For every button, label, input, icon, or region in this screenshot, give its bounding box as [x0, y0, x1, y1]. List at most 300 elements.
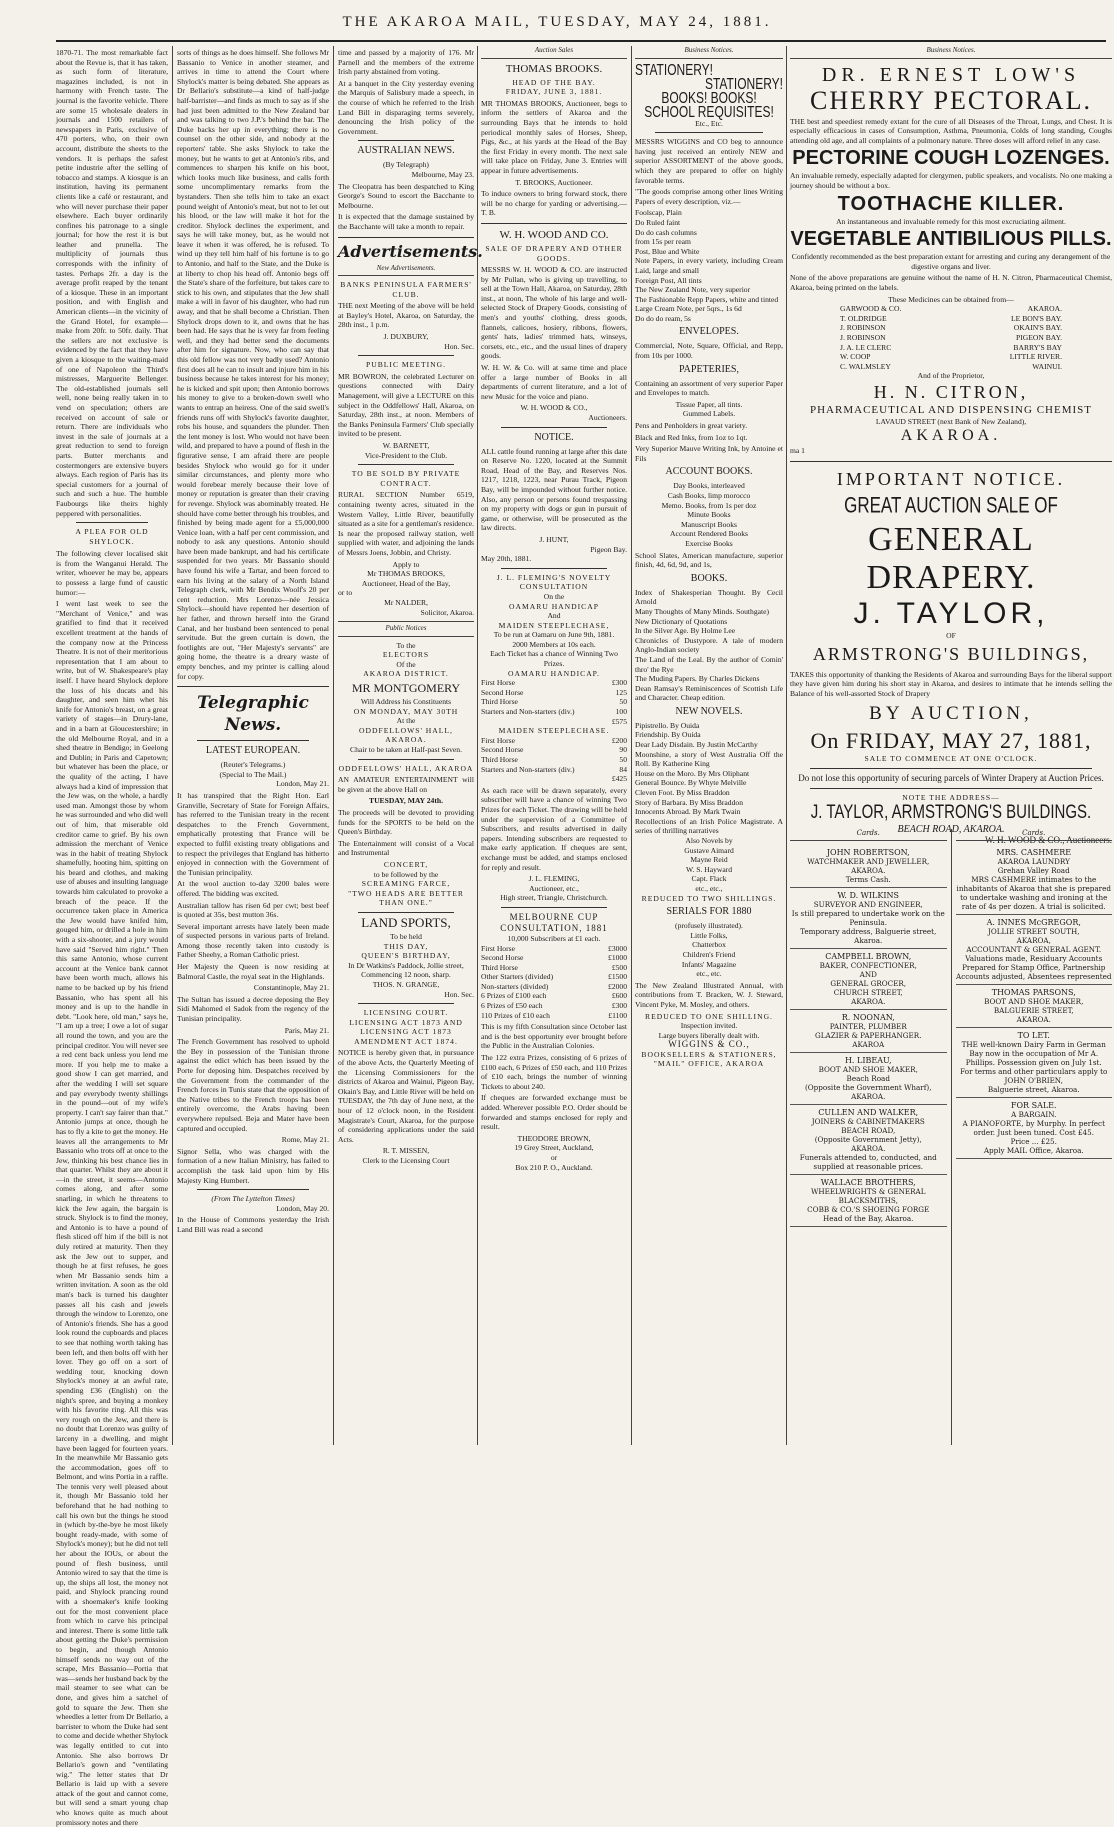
ad-text: to be followed by the: [373, 869, 439, 879]
ad-text: BEACH ROAD, AKAROA.: [897, 823, 1005, 835]
ad-text: Each Ticket has a chance of Winning Two Prizes.: [490, 649, 618, 669]
section-label: Cards.: [956, 829, 1113, 841]
ad-body: If cheques are forwarded exchange must be added. Wherever possible P.O. Order should be forwarded and stamps enclosed for reply and result.: [481, 1093, 627, 1132]
ad-signature: THOS. N. GRANGE,: [372, 979, 440, 989]
prize-row: [481, 953, 627, 963]
prize-row: [481, 1001, 627, 1011]
cards-column-b: [956, 829, 1113, 1445]
ad-body: MESSRS W. H. WOOD & CO. are instructed by Mr Pullan, who is giving up travelling, to sell at the Town Hall, Akaroa, on Saturday, 28th inst., at noon, The whole of his large and well-selected Stock of Drapery Goods, consisting of men's and youths' clothing, dress goods, flannels, calicoes, hosiery, ribbons, flowers, gents' hats, ladies' trimmed hats, winseys, corsets, etc., etc., and the usual lines of drapery goods.: [481, 265, 627, 361]
news-item: The Cleopatra has been despatched to King George's Sound to escort the Bacchante to Melbourne.: [338, 181, 474, 210]
agent-name: J. ROBINSON: [840, 332, 886, 342]
ad-title: VEGETABLE ANTIBILIOUS PILLS.: [790, 228, 1112, 251]
prize-row: [481, 765, 627, 775]
ad-text: And: [547, 611, 561, 621]
ad-title: J. L. FLEMING'S NOVELTY CONSULTATION: [496, 572, 612, 592]
ad-title: TO BE SOLD BY PRIVATE CONTRACT.: [351, 469, 461, 488]
list-item: from 15s per ream: [635, 237, 691, 247]
prize-label: First Horse: [481, 735, 515, 745]
card-line: GLAZIER & PAPERHANGER.: [815, 1031, 922, 1040]
agent-place: WAINUI.: [1032, 361, 1062, 371]
card-line: AKAROA: [852, 1040, 885, 1049]
ad-body: Confidently recommended as the best preparation extant for arresting and curing any derangement of the digestive organs and liver.: [791, 252, 1111, 271]
prize-row: [481, 688, 627, 698]
article-paris-journals: 1870-71. The most remarkable fact about the Revue is, that it has taken, as such form of literature, magazines included, is not in harmony with French taste. The journal is the favorite vehicle. There are some 15 wholesale dealers in journals and 1500 retailers of newspapers in Paris, exclusive of 470 porters, who, on their own account, distribute the sheets to the vendors. It is perhaps the safest petite industrie after the selling of tobacco and stamps. A kiosque is an institution, having its permanent clients like a café or restaurant, and who will never purchase their paper elsewhere. Each buyer ordinarily confines his patronage to a single journal; for how the rest it is but leather and prunella. The multiplicity of journals thus corresponds with the infinity of tastes. Perhaps 2fr. a day is the average profit reaped by the tenant of a kiosque. These in an important position, and with English and American clients—in the vicinity of the Grand Hotel, for example—make from 20fr. to 50fr. daily. That the sellers are not exclusive is evidenced by the fact that they have given a kiosque to the waiting-maid of one of Napoleon the Third's mistresses, Marguerite Bellenger. The old-established journals sell well, none being really taken in to vend on speculation; others are received on account of sale or return. There are individuals who invest in the sale of journals at a great reduction to send to foreign parts. Butter merchants and costermongers are extensive buyers always. Each region of Paris has its special customers for a journal of such and such a hue. The humble Faubourgs like theirs highly peppered with personalities.: [56, 48, 168, 518]
ad-text: AKAROA.: [900, 427, 1002, 445]
ad-text: REDUCED TO ONE SHILLING.: [645, 1011, 773, 1021]
list-item: Story of Barbara. By Miss Braddon: [635, 797, 743, 807]
prize-amount: 84: [619, 764, 627, 774]
masthead-rule: [56, 40, 1106, 42]
column-2: [177, 46, 329, 1445]
agent-row: [840, 314, 1062, 324]
ad-role: Auctioneer, etc.,: [529, 883, 579, 893]
dateline: Constantinople, May 21.: [253, 983, 329, 993]
list-item: The Land of the Leal. By the author of Comin' thro' the Rye: [635, 654, 783, 674]
ad-text: Also Novels by: [685, 836, 733, 845]
dateline: London, May 20.: [276, 1203, 329, 1213]
prize-label: Starters and Non-starters (div.): [481, 707, 575, 717]
prize-label: Starters and Non-starters (div.): [481, 764, 575, 774]
list-item: Infants' Magazine: [681, 959, 737, 969]
ad-role: Hon. Sec.: [444, 341, 474, 351]
article-shylock-body: I went last week to see the "Merchant of Venice," and was gratified to find that it received excellent treatment at the hands of the company now at the Princess Theatre. It is not of their meritorious representation that I am about to write, but of W. Shakespeare's play itself. I have heard Shylock deplore the loss of his ducats and his daughter, and seen him whet his knife for Antonio's breast, on a great variety of stages—in Drury-lane, and in a barn at Gloucestershire; in the old Melbourne Royal, and in a shed theatre in Bendigo; in Geelong and Dublin; in Paris and Capetown; but whatever has been the place, or the quality of the acting, I have always had a kind of impression that the Jew was, on the whole, a hardly used man. Amongst those by whom he was surrounded and who did well out of him, that miserable old creditor came to grief. By his own admission the merchant of Venice was in the habit of treating Shylock shamefully, hooting him, spitting on his beard and clothes, and making use of abuses and insulting language towards him calculated to provoke a breach of the peace. If the occurrence taken place in America the Jew would have knifed him, gouged him, or drilled a hole in him with a six-shooter, and a jury would have said "Served him right." Then this same Antonio, whose current account at the Venice bank cannot have been worth much, allows his name to be backed up by his friend Bassanio, who has spent all his money and is up to the handle in debt. "Look here, old man," says he, "I am up a tree; I owe a lot of sugar all round the town, and you are the principal creditor. You will never see a red cent back unless you lend me more. If you help me to make a good show I can get married, and after the wedding I will set square and pay everybody twenty shillings in the pound—out of my wife's property. I can't say fairer than that." Antonio jumps at once, though he has to fly a kite to get the money. He leaves all the arrangements to Mr Bassanio who trots off at once to the Jew, thinking his best chance lies in that quarter. Whilst they are about it—in the street, it seems—Antonio comes along, and after some snarling, in which he threatens to kick the Jew again, the bargain is struck. Shylock is to find the money, and Antonio is to have a pound of flesh sliced off him if the bill is not duly retired at maturity. Then they ask the Jew out to supper, and though he at first refuses, he goes when Mr Bassanio sends him a written invitation. A soon as the old man's back is turned his daughter passes all his cash and jewels through the window to Lorenzo, one of Antonio's friends. She has a good look round the cupboards and places to see that nothing worth taking has been left, and then bolts off with her lover. They go off on a sort of wedding tour, knocking down Shylock's money at an awful rate, spending £36 (English) on the night's spree, and buying a monkey with his favorite ring. All this was very rough on the Jew, and there is no doubt that Lorenzo was guilty of larceny in a dwelling, and might have been lagged for fourteen years. In the meanwhile Mr Bassanio gets the accommodation, goes off to Belmont, and wins Portia in a raffle. The tennis very well pleased about it, though Mr Bassanio told her beforehand that he had nothing to call his own but the things he stood in (which by-the-bye he most likely bought ready-made, with some of Shylock's money); but he did not tell her about the IOUs, or about the pound of flesh business, until Antonio wired to say that the time is up, the ships all lost, the money not paid, and Shylock prancing round with a shoemaker's knife looking out for the most convenient place from which to carve his principal and interest. There is some little talk about getting the Duke's permission to begin, and though Antonio himself sends no way out of the scrape, Mrs Bassanio—Portia that was—sends her husband back by the mail steamer to see what can be done, and gives him a satchel of gold to square the Jew. Then she wheedles a letter from Dr Bellario, a barrister to whom the Duke had sent to come and decide whether Shylock was legally entitled to cut into Antonio. She also borrows Dr Bellario's gown and "ventilating wig." The letter states that Dr Bellario is laid up with a severe attack of the gout and cannot come, but will send a smart young chap who knows quite as much about promissory notes and there: [56, 599, 168, 1827]
ad-title: ODDFELLOWS' HALL, AKAROA: [338, 763, 474, 773]
ad-signature: H. N. CITRON,: [873, 381, 1029, 402]
column-5: [635, 46, 783, 1445]
ad-title: TOOTHACHE KILLER.: [837, 192, 1065, 215]
source-label: (From The Lyttelton Times): [211, 1194, 295, 1204]
section-label: Auction Sales: [481, 46, 627, 59]
agent-name: C. WALMSLEY: [840, 361, 891, 371]
card-name: R. NOONAN,: [841, 1013, 895, 1022]
prize-row: [481, 1011, 627, 1021]
prize-table: [481, 944, 627, 1021]
ad-title: W. H. WOOD AND CO.: [499, 228, 609, 241]
list-item: The Fashionable Repp Papers, white and tinted: [635, 294, 779, 304]
news-item: Several important arrests have lately been made of suspected persons in various parts of Ireland. Among those recently taken into custody is Father Sheehy, a Roman Catholic priest.: [177, 921, 329, 960]
list-item: Children's Friend: [682, 949, 736, 959]
card-name: THOMAS PARSONS,: [991, 988, 1076, 997]
ad-title: CHERRY PECTORAL.: [810, 85, 1092, 115]
prize-row: [481, 972, 627, 982]
list-item: General Bounce. By Whyte Melville: [635, 778, 747, 788]
card-line: ACCOUNTANT & GENERAL AGENT.: [966, 945, 1102, 954]
business-card: [790, 1175, 947, 1227]
ad-body: NOTICE is hereby given that, in pursuance of the above Acts, the Quarterly Meeting of the Licensing Commissioners for the districts of Akaroa and Wainui, Pigeon Bay, Okain's Bay, and Little River will be held on TUESDAY, the 7th day of June next, at the hour of 12 o'clock noon, in the Resident Magistrate's Court, Akaroa, for the purpose of considering applications under the said Acts.: [338, 1048, 474, 1144]
agent-row: [840, 304, 1062, 314]
card-line: Balguerie street, Akaroa.: [987, 1085, 1080, 1094]
ad-text: Mr NALDER,: [384, 597, 428, 607]
list-item: Pipistrello. By Ouida: [635, 720, 700, 730]
prize-table-heading: OAMARU HANDICAP.: [508, 668, 600, 678]
ad-signature: T. BROOKS, Auctioneer.: [515, 177, 593, 187]
prize-amount: £300: [611, 1001, 627, 1011]
ad-text: HEAD OF THE BAY.: [512, 77, 596, 87]
agent-row: [840, 323, 1062, 333]
agent-place: BARRY'S BAY: [1013, 342, 1062, 352]
ad-role: Vice-President to the Club.: [364, 450, 448, 460]
agent-place: AKAROA.: [1027, 304, 1062, 314]
ad-title: PECTORINE COUGH LOZENGES.: [792, 147, 1110, 170]
news-item: The Sultan has issued a decree deposing the Bey Sidi Mahomed el Sadok from the regency of the Tunisian principality.: [177, 994, 329, 1024]
column-rule: [333, 46, 334, 1445]
agent-place: PIGEON BAY.: [1016, 332, 1062, 342]
card-line: Funerals attended to, conducted, and supplied at reasonable prices.: [799, 1153, 937, 1171]
ad-text: "TWO HEADS ARE BETTER THAN ONE.": [348, 888, 464, 908]
prize-amount: £1100: [608, 1010, 627, 1020]
column-4: [481, 46, 627, 1445]
news-item: At a banquet in the City yesterday evening the Marquis of Salisbury made a speech, in the course of which he referred to the Irish Land Bill in disparaging terms severely, denouncing the Irish policy of the Government.: [338, 78, 474, 136]
divider: [358, 140, 454, 141]
prize-label: First Horse: [481, 678, 515, 688]
divider: [810, 788, 1092, 789]
column-3: [338, 46, 483, 1445]
ad-text: Apply to: [392, 559, 420, 569]
ad-text: Tissue Paper, all tints.: [675, 399, 743, 409]
ad-text: OAMARU HANDICAP: [509, 601, 599, 611]
telegraph-label: (By Telegraph): [383, 160, 429, 170]
ad-text: ELECTORS: [382, 650, 430, 660]
ad-text: Auctioneer, Head of the Bay,: [361, 578, 451, 588]
section-label: Business Notices.: [635, 46, 783, 59]
ad-text: LAVAUD STREET (next Bank of New Zealand),: [875, 416, 1027, 426]
ad-body: An invaluable remedy, especially adapted for clergymen, public speakers, and vocalists. No one making a journey should be without a box.: [790, 171, 1112, 190]
card-line: COBB & CO.'S SHOEING FORGE: [807, 1205, 930, 1214]
news-item: It is expected that the damage sustained by the Bacchante will take a month to repair.: [338, 212, 474, 231]
card-line: Price ... £25.: [1010, 1137, 1057, 1146]
ad-text: NOTE THE ADDRESS—: [902, 793, 1000, 803]
business-card: [956, 915, 1113, 985]
agent-name: GARWOOD & CO.: [840, 304, 902, 314]
card-name: MRS. CASHMERE: [996, 848, 1072, 857]
ad-signature: R. T. MISSEN,: [382, 1146, 430, 1156]
ad-signature: J. HUNT,: [539, 534, 569, 544]
masthead-title: THE AKAROA MAIL, TUESDAY, MAY 24, 1881.: [342, 14, 772, 30]
business-card: [790, 1010, 947, 1053]
ad-text: 10,000 Subscribers at £1 each.: [507, 933, 601, 943]
prize-label: Second Horse: [481, 953, 524, 963]
ad-body: The Entertainment will consist of a Vocal and Instrumental: [338, 838, 474, 858]
agent-row: [840, 362, 1062, 372]
dateline: Paris, May 21.: [284, 1025, 329, 1035]
divider: [810, 768, 1092, 769]
ad-text: "MAIL" OFFICE, AKAROA: [653, 1059, 765, 1069]
ad-text: or to: [338, 588, 353, 598]
list-item: Large Cream Note, per 5qrs., 1s 6d: [635, 304, 742, 314]
ad-text: Box 210 P. O., Auckland.: [515, 1162, 593, 1172]
business-card: [956, 1028, 1113, 1098]
ad-text: TUESDAY, MAY 24th.: [369, 796, 443, 806]
prize-amount: £600: [611, 991, 627, 1001]
list-item: Memo. Books, from 1s per doz: [661, 500, 757, 510]
business-card: [790, 1105, 947, 1175]
prize-label: Second Horse: [481, 745, 524, 755]
prize-row: [481, 697, 627, 707]
list-item: Many Thoughts of Many Minds. Southgate): [635, 606, 770, 616]
section-label: New Advertisements.: [338, 264, 474, 277]
prize-amount: 125: [615, 687, 627, 697]
books-list: [635, 588, 783, 703]
ad-text: Gummed Labels.: [682, 409, 736, 419]
article-shylock-intro: The following clever localised skit is from the Wanganui Herald. The writer, whoever he may be, appears to possess a large fund of caustic humor:—: [56, 549, 168, 597]
list-item: Cleven Foot. By Miss Braddon: [635, 788, 730, 798]
list-item: etc., etc.,: [695, 883, 723, 893]
prize-amount: £3000: [608, 943, 627, 953]
agent-place: LITTLE RIVER.: [1009, 352, 1062, 362]
list-item: Note Papers, in every variety, including Cream Laid, large and small: [635, 256, 783, 275]
list-item: Dean Ramsay's Reminiscences of Scottish Life and Character. Cheap edition.: [635, 683, 783, 703]
prize-amount: £2000: [608, 981, 627, 991]
card-line: AKAROA LAUNDRY: [997, 857, 1070, 866]
ad-body: ALL cattle found running at large after this date on Reserve No. 1220, located at the Summit Road, Head of the Bay, and Reserves Nos. 1217, 1218, 1223, near Purau Track, Pigeon Bay, will be impounded without further notice. Also, any person or persons found trespassing on my property with dogs or gun in pursuit of game, or otherwise, will be prosecuted as the law directs.: [481, 446, 627, 533]
ad-subheading: BOOKS.: [690, 572, 728, 584]
business-card: [790, 888, 947, 949]
ad-signature: W. BARNETT,: [382, 441, 430, 450]
card-line: BEACH ROAD,: [841, 1126, 896, 1135]
ad-title: PUBLIC MEETING.: [366, 360, 446, 370]
card-line: Is still prepared to undertake work on the Peninsula.: [791, 909, 945, 927]
divider: [358, 464, 454, 465]
list-item: Foreign Post, All tints: [635, 275, 702, 285]
column-1: [56, 46, 168, 1827]
heading-telegraphic-news: Telegraphic News.: [197, 693, 309, 736]
ad-text: School Slates, American manufacture, superior finish, 4d, 6d, 9d, and 1s,: [635, 550, 783, 570]
list-item: Chatterbox: [692, 940, 726, 950]
ad-signature: W. H. WOOD & CO.,: [520, 403, 588, 413]
ad-text: ODDFELLOWS' HALL,: [359, 725, 453, 735]
ad-text: Commencing 12 noon, sharp.: [361, 970, 451, 980]
ad-text: THIS DAY,: [383, 941, 429, 951]
prize-table: [481, 736, 627, 784]
ad-text: QUEEN'S BIRTHDAY,: [361, 951, 451, 961]
special-label: (Special to The Mail.): [219, 769, 287, 779]
ad-signature: J. DUXBURY,: [383, 332, 429, 342]
card-line: A BARGAIN.: [1011, 1110, 1057, 1119]
prize-amount: £1500: [608, 972, 627, 982]
business-card: [790, 949, 947, 1010]
ad-text: Black and Red Inks, from 1oz to 1qt.: [635, 432, 748, 442]
list-item: Recollections of an Irish Police Magistrate. A series of thrilling narratives: [635, 816, 783, 836]
cards-list: [956, 845, 1113, 1159]
card-line: THE well-known Dairy Farm in German Bay now in the occupation of Mr A. Phillips. Possession given on July 1st.: [961, 1040, 1106, 1067]
ad-subheading: ENVELOPES.: [679, 326, 739, 338]
card-line: Apply MAIL Office, Akaroa.: [983, 1146, 1084, 1155]
business-card: [956, 1098, 1113, 1159]
list-item: Do Ruled faint: [635, 217, 681, 227]
dateline: London, May 21.: [276, 779, 329, 789]
list-item: Index of Shakesperian Thought. By Cecil Arnold: [635, 587, 783, 607]
prize-amount: £1000: [608, 953, 627, 963]
column-rule: [786, 46, 787, 1445]
ad-text: May 20th, 1881.: [481, 554, 532, 564]
divider: [481, 223, 627, 224]
ad-title: MELBOURNE CUP CONSULTATION, 1881: [500, 911, 608, 933]
prize-amount: £200: [611, 735, 627, 745]
divider: [655, 132, 763, 133]
card-name: A. INNES McGREGOR,: [986, 918, 1081, 927]
business-card: [790, 845, 947, 888]
serials-list: [635, 931, 783, 979]
list-item: Dear Lady Disdain. By Justin McCarthy: [635, 740, 758, 750]
prize-label: Third Horse: [481, 962, 518, 972]
list-item: Exercise Books: [685, 538, 733, 548]
card-line: MRS CASHMERE intimates to the inhabitants of Akaroa that she is prepared to undertake washing and ironing at the rate of 4s per dozen. A trial is solicited.: [956, 875, 1111, 911]
prize-row: [481, 991, 627, 1001]
card-line: Temporary address, Balguerie street, Akaroa.: [800, 927, 937, 945]
list-item: Gustave Aimard: [684, 845, 734, 855]
divider: [501, 568, 607, 569]
card-line: BALGUERIE STREET,: [993, 1006, 1074, 1015]
prize-amount: 50: [619, 755, 627, 764]
list-item: New Dictionary of Quotations: [635, 616, 728, 626]
prize-label: Second Horse: [481, 687, 524, 697]
ad-title: SCHOOL REQUISITES!: [644, 102, 774, 121]
ad-title: IMPORTANT NOTICE.: [836, 469, 1066, 490]
ad-title: MR MONTGOMERY: [351, 681, 461, 696]
list-item: Cash Books, limp morocco: [667, 491, 751, 500]
prize-row: [481, 755, 627, 765]
ad-text: OF: [946, 631, 956, 641]
ad-text: ma 1: [790, 446, 805, 456]
news-item: It has transpired that the Right Hon. Earl Granville, Secretary of State for Foreign Affairs, has referred to the Tunisian treaty in the recent despatches to the French Government, emphatically protesting that France will be expected to fulfil existing treaty obligations and to respect the privileges that England has hitherto enjoyed in connection with the Government of the Tunisian principality.: [177, 790, 329, 877]
ad-title: BOOKS! BOOKS!: [661, 88, 757, 107]
masthead: [0, 0, 1114, 44]
prize-amount: £425: [611, 774, 627, 784]
account-books-list: [635, 481, 783, 548]
dateline: Melbourne, May 23.: [411, 169, 474, 179]
business-card: [956, 845, 1113, 915]
agent-name: J. A. LE CLERC: [840, 342, 892, 352]
list-item: Foolscap, Plain: [635, 208, 682, 218]
ad-title: BANKS PENINSULA FARMERS' CLUB.: [340, 280, 472, 299]
ad-title: GENERAL DRAPERY.: [866, 521, 1036, 597]
ad-subheading: SERIALS FOR 1880: [666, 906, 752, 918]
card-line: AKAROA,: [1016, 936, 1051, 945]
section-label: Business Notices.: [790, 46, 1112, 59]
ad-text: CONCERT,: [383, 859, 429, 869]
news-item: In the House of Commons yesterday the Irish Land Bill was read a second: [177, 1215, 329, 1234]
prize-amount: £500: [611, 962, 627, 972]
list-item: Day Books, interleaved: [673, 481, 745, 491]
ad-text: High street, Triangle, Christchurch.: [500, 893, 608, 903]
prize-row: [481, 707, 627, 717]
ad-text: 2000 Members at 10s each.: [512, 639, 596, 649]
prize-row: [481, 963, 627, 973]
dateline: Rome, May 21.: [281, 1135, 329, 1145]
article-shylock-continued: sorts of things as he does himself. She follows Mr Bassanio to Venice in another steamer, and arrives in time to attend the Court where Shylock's matter is being debated. She appears as Dr Bellario's substitute—a kind of half-judge half-barrister—and finds as much to say as if she had just been admitted to the New Zealand bar and was talking to two J.P.'s behind the bar. The Duke backs her up in everything; there is no counsel on the other side, and nobody at the reporters' table. She asks Shylock to take the money, but he wants to get at Antonio's ribs, and commences to sharpen his knife on his boot, which looks much like business, and calls forth some uncomplimentary remarks from the bystanders. Then she tells him to take an exact pound weight of Antonio's meat, but not to let out his blood, or the law will make it hot for the creditor. Shylock declines the experiment, and says he will take money, but, as he would not leave it when it was offered, he is refused. To wind up they tell him half of his fortune is to go to Antonio, and half to the State, and the Duke is at liberty to chop his head off. Antonio begs off the State's share of the forfeiture, but takes care to stick to his own, and stipulates that the Jew shall make a will in favor of his daughter, who had run away, and that he shall become a Christian. Then Shylock drops down to it, and owns that he has been had. He says that he is very far from feeling well, and they had better send the documents after him for signature. Now, who can say that this old fellow was not very badly used? Antonio first does all he can to insult and injure him in his business because he takes interest for his money; he is kicked and spit upon; then Antonio borrows his money to give to a broken-down swell who wants to entrap an heiress. One of the said swell's friends runs off with Shylock's favorite daughter, robs his house, and squanders the plunder. Then the lent money is lost. Who would not have been wild, and prepared to have a pound of flesh in the figurative sense, I am afraid there are people besides Shylock who would go for it under similar circumstances, and plenty more who would forebear merely because their love of money or reputation is greater than their craving for revenge. Shylock was abominably treated. He should have come better through his troubles, and finished by being made agent for a £5,000,000 Venice loan, with a half per cent commission, and nobody to ask any questions. Antonio should have been made bankrupt, and had his certificate suspended for two years. Mr Bassanio should have found his wife a Tartar, and been forced to earn his living at the salary of a North Island Telegraph clerk, with Mr Bendix Woolf's 20 per cent reduction. Mrs Lorenzo—née Jessica Shylock—should have repented her desertion of her father, and thrown herself into the Grand Canal, and her husband been sentenced to penal servitude. But the green curtain is down, the footlights are out, "Her Majesty's servants" are going home, the theatre is a dreary waste of empty benches, and my printer is calling aloud for copy.: [177, 48, 329, 681]
ad-title: GREAT AUCTION SALE OF: [844, 493, 1058, 518]
card-name: W. D. WILKINS: [837, 891, 899, 900]
prize-amount: 50: [619, 697, 627, 707]
ad-text: Etc., Etc.: [695, 118, 723, 128]
business-card: [790, 1053, 947, 1105]
card-line: Terms Cash.: [845, 875, 891, 884]
divider: [501, 427, 607, 428]
ad-body: None of the above preparations are genuine without the name of H. N. Citron, Pharmaceutical Chemist, Akaroa, being printed on the labels.: [790, 273, 1112, 292]
list-item: Chronicles of Dustypore. A tale of modern Anglo-Indian society: [635, 635, 783, 655]
ad-text: AKAROA DISTRICT.: [363, 669, 449, 679]
card-name: FOR SALE.: [1010, 1101, 1057, 1110]
prize-row: [481, 944, 627, 954]
business-card: [956, 985, 1113, 1028]
list-item: Little Folks,: [690, 930, 728, 940]
list-item: Minute Books: [687, 510, 731, 520]
ad-subheading: PAPETERIES,: [679, 363, 739, 375]
ad-text: To be held: [390, 931, 422, 941]
ad-body: THE best and speediest remedy extant for the cure of all Diseases of the Throat, Lungs, and Chest. It is especially efficacious in cases of Consumption, Asthma, Pneumonia, Colds of long standing, Coughs attending old age, and all complaints of a pulmonary nature. Three doses will afford relief in any case.: [790, 116, 1112, 145]
list-item: Post, Blue and White: [635, 246, 700, 256]
ad-text: PHARMACEUTICAL AND DISPENSING CHEMIST: [810, 403, 1092, 416]
list-item: The New Zealand Note, very superior: [635, 285, 751, 295]
ad-signature: W. H. WOOD & CO., Auctioneers.: [985, 834, 1112, 845]
ad-text: Very Superior Mauve Writing Ink, by Antoine et Fils: [635, 444, 783, 463]
reuters-label: (Reuter's Telegrams.): [220, 760, 286, 770]
ad-body: W. H. W. & Co. will at same time and place offer a large number of Books in all departments of current literature, and a lot of new Music for the voice and piano.: [481, 363, 627, 401]
divider: [358, 1003, 454, 1004]
section-label: Cards.: [790, 829, 947, 841]
ad-text: These Medicines can be obtained from—: [888, 294, 1014, 304]
card-line: Valuations made, Residuary Accounts Prepared for Stamp Office, Partnership Accounts adjusted, Absentees represented: [956, 954, 1112, 981]
card-line: JOINERS & CABINETMAKERS: [811, 1117, 925, 1126]
ad-body: AN AMATEUR ENTERTAINMENT will be given at the above Hall on: [338, 775, 474, 794]
prize-label: 6 Prizes of £100 each: [481, 991, 547, 1001]
prize-row: [481, 717, 627, 727]
card-line: AKAROA.: [851, 997, 886, 1006]
prize-table-heading: MAIDEN STEEPLECHASE.: [498, 726, 610, 736]
divider: [76, 522, 148, 523]
prize-label: Non-starters (divided): [481, 981, 549, 991]
list-item: House on the Moro. By Mrs Oliphant: [635, 768, 750, 778]
prize-amount: 100: [615, 707, 627, 717]
card-line: Grehan Valley Road: [997, 866, 1070, 875]
ad-text: At the: [396, 716, 416, 726]
card-line: BOOT AND SHOE MAKER,: [818, 1065, 918, 1074]
column-rule: [631, 46, 632, 1445]
card-line: PAINTER, PLUMBER: [829, 1022, 907, 1031]
ad-body: MESSRS WIGGINS and CO beg to announce having just received an entirely NEW and superior ASSORTMENT of the above goods, which they are prepared to offer on highly favorable terms.: [635, 137, 783, 185]
agent-name: T. OLDRIDGE: [840, 313, 887, 323]
ad-body: MR THOMAS BROOKS, Auctioneer, begs to inform the settlers of Akaroa and the surrounding Bays that he intends to hold periodical monthly sales of Horses, Sheep, Pigs, &c., at his yards at the Head of the Bay the first Friday in every month. The next sale will take place on Friday, June 3. Entries will appear in future advertisements.: [481, 98, 627, 175]
agent-row: [840, 352, 1062, 362]
news-item: Her Majesty the Queen is now residing at Balmoral Castle, the royal seat in the Highlands.: [177, 962, 329, 981]
ad-text: To be run at Oamaru on June 9th, 1881.: [493, 630, 615, 640]
prize-row: [481, 678, 627, 688]
ad-title: On FRIDAY, MAY 27, 1881,: [810, 728, 1092, 754]
ad-text: AKAROA.: [385, 735, 427, 745]
card-line: AKAROA.: [1016, 1015, 1051, 1024]
section-label: Public Notices: [338, 621, 474, 637]
ad-body: To induce owners to bring forward stock, there will be no charge for yarding or advertising.—T. B.: [481, 189, 627, 218]
ad-title: NOTICE.: [534, 431, 574, 443]
list-item: Mayne Reid: [690, 855, 728, 865]
ad-text: SCREAMING FARCE,: [361, 879, 451, 889]
prize-label: Other Starters (divided): [481, 972, 554, 982]
card-line: BAKER, CONFECTIONER,: [819, 961, 917, 970]
ad-text: Chair to be taken at Half-past Seven.: [350, 745, 462, 755]
ad-body: As each race will be drawn separately, every subscriber will have a chance of winning Two Prizes for each Ticket. The drawing will be held under the supervision of a Committee of Subscribers, and results advertised in daily papers. Intending subscribers are requested to make early application. If cheques are sent, exchange must be added, and stamps enclosed for reply and result.: [481, 785, 628, 872]
heading-shylock: A PLEA FOR OLD SHYLOCK.: [75, 527, 149, 546]
stationery-list: [635, 208, 783, 323]
novels-list: [635, 721, 783, 836]
prize-row: [481, 745, 627, 755]
ad-text: And of the Proprietor,: [917, 371, 985, 381]
ad-body: This is my fifth Consultation since October last and is the best opportunity ever brought before the Public in the Australian Colonies.: [481, 1022, 627, 1051]
cards-column-a: [790, 829, 952, 1445]
ad-text: In Dr Watkins's Paddock, Jollie street,: [348, 960, 464, 970]
card-line: Head of the Bay, Akaroa.: [823, 1214, 914, 1223]
column-rule: [172, 46, 173, 1445]
card-line: CHURCH STREET,: [833, 988, 903, 997]
